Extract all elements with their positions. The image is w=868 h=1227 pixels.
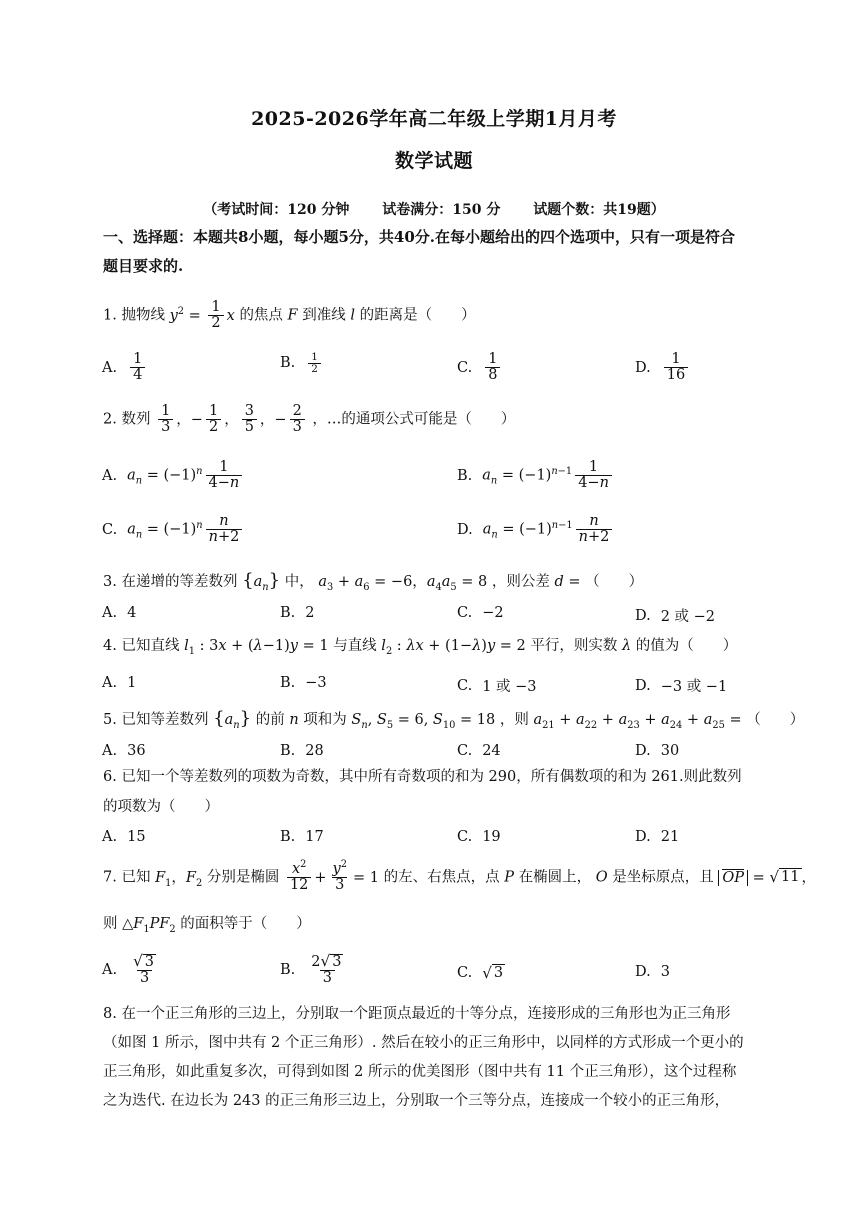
question-7-cont: 则 $\triangle F_1PF_2$ 的面积等于（ ）: [103, 916, 311, 935]
section-heading-cont: 题目要求的.: [103, 257, 184, 275]
q7-option-d: D. 3: [635, 964, 670, 980]
q5-stem-b: 的前: [255, 712, 285, 728]
q4-line2-eq: $l_2$ : λx + (1−λ)y = 2: [381, 638, 526, 657]
question-8-line4: 之为迭代. 在边长为 243 的正三角形三边上，分别取一个三等分点，连接成一个较小的正三角形，: [103, 1093, 730, 1109]
q3-option-c: C. −2: [457, 605, 504, 621]
q2-sequence: $\frac{1}{3}$ ，− $\frac{1}{2}$ ， $\frac{3}{5}$ ，− $\frac{2}{3}$: [155, 412, 308, 428]
q4-option-c: C. 1 或 −3: [457, 677, 537, 695]
q5-conditions: $S_n$, $S_5 = 6$, $S_{10} = 18$: [351, 712, 496, 731]
q5-option-b: B. 28: [280, 743, 324, 759]
exam-count: 试题个数：共19题）: [533, 202, 665, 218]
q7-stem-b: 分别是椭圆: [206, 869, 280, 886]
q3-conditions: $a_3 + a_6 = -6$，$a_4a_5 = 8$: [318, 574, 488, 593]
question-8-line3: 正三角形，如此重复多次，可得到如图 2 所示的优美图形（图中共有 11 个正三角形），这个过程称: [103, 1064, 737, 1080]
q7-option-c: C. √ 3: [457, 964, 504, 982]
q7-line2-a: 则: [103, 916, 118, 932]
q4-option-a: A. 1: [102, 675, 137, 691]
q1-option-a: A. $\frac{1}{4}$: [102, 352, 148, 383]
q7-stem-e: 是坐标原点，且: [612, 869, 714, 886]
q7-stem-d: 在椭圆上，: [518, 869, 592, 886]
q5-option-a: A. 36: [102, 743, 146, 759]
q1-option-b: B. $\frac{1}{2}$: [280, 352, 324, 375]
q6-option-c: C. 19: [457, 829, 501, 845]
q2-option-a: A. $a_n = (-1)^n$ $\frac{1}{4-n}$: [102, 460, 245, 491]
q4-option-b: B. −3: [280, 675, 327, 691]
q3-stem-d: （ ）: [585, 574, 644, 590]
q7-condition: OP = √ 11 ，: [718, 870, 816, 886]
section-heading: 一、选择题：本题共8小题，每小题5分，共40分.在每小题给出的四个选项中，只有一项是符合: [103, 228, 735, 246]
q6-option-b: B. 17: [280, 829, 324, 845]
q3-stem-c: ，则公差: [491, 574, 550, 590]
question-8-line2: （如图 1 所示，图中共有 2 个正三角形）. 然后在较小的正三角形中，以同样的方式形成一个更小的: [103, 1035, 744, 1051]
q5-option-c: C. 24: [457, 743, 501, 759]
q1-stem: 1. 抛物线: [103, 307, 165, 324]
q1-option-c: C. $\frac{1}{8}$: [457, 352, 503, 383]
exam-title: 2025-2026学年高二年级上学期1月月考: [251, 108, 617, 130]
q7-ellipse-eq: $\frac{x^2}{12}$ + $\frac{y^2}{3}$ = 1: [284, 870, 379, 886]
question-6-cont: 的项数为（ ）: [103, 799, 219, 815]
exam-subtitle: 数学试题: [394, 150, 473, 172]
exam-time: （考试时间：120 分钟: [203, 202, 350, 218]
q1-stem-b: 的焦点: [239, 307, 283, 324]
q4-stem: 4. 已知直线: [103, 638, 180, 654]
q3-stem-b: 中，: [284, 574, 314, 590]
question-3: 3. 在递增的等差数列 $\{a_n\}$ 中， $a_3 + a_6 = -6$，$a_4a_5 = 8$ ，则公差 d = （ ）: [103, 570, 644, 593]
q5-stem-c: 项和为: [303, 712, 347, 728]
q2-option-d: D. $a_n = (-1)^{n-1}$ $\frac{n}{n+2}$: [457, 514, 615, 545]
question-5: 5. 已知等差数列 $\{a_n\}$ 的前 n 项和为 $S_n$, $S_5 = 6$, $S_{10} = 18$ ，则 $a_{21} + a_{22} + a_{23} + a_{24} + a_{25}$ = （ ）: [103, 708, 805, 731]
q5-stem: 5. 已知等差数列: [103, 712, 209, 728]
q3-stem: 3. 在递增的等差数列: [103, 574, 238, 590]
q2-stem-b: ，…的通项公式可能是（ ）: [312, 411, 516, 428]
q6-option-d: D. 21: [635, 829, 680, 845]
q4-stem-d: 的值为（ ）: [635, 638, 738, 654]
question-2: [103, 404, 515, 435]
exam-info: [0, 199, 868, 219]
q2-option-b: B. $a_n = (-1)^{n-1}$ $\frac{1}{4-n}$: [457, 460, 615, 491]
q3-option-b: B. 2: [280, 605, 315, 621]
q5-option-d: D. 30: [635, 743, 680, 759]
q3-option-d: D. 2 或 −2: [635, 607, 716, 625]
q4-stem-c: 平行，则实数: [530, 638, 618, 654]
question-1: 1. 抛物线 $y^2$ = $\frac{1}{2}$ x 的焦点 F 到准线 l 的距离是（ ）: [103, 299, 476, 332]
q6-option-a: A. 15: [102, 829, 146, 845]
question-6: 6. 已知一个等差数列的项数为奇数，其中所有奇数项的和为 290，所有偶数项的和为 261.则此数列: [103, 769, 742, 785]
exam-score: 试卷满分：150 分: [382, 202, 501, 218]
q7-option-a: A. √ 3 3: [102, 952, 155, 987]
q7-stem: 7. 已知: [103, 869, 151, 886]
question-7: 7. 已知 $F_1$，$F_2$ 分别是椭圆 $\frac{x^2}{12}$ + $\frac{y^2}{3}$ = 1 的左、右焦点，点 P 在椭圆上， O 是坐标原点，且 OP = √ 11 ，: [103, 859, 816, 894]
q7-option-b: B. 2 √ 3 3: [280, 952, 342, 987]
question-4: 4. 已知直线 $l_1$ : 3x + (λ−1)y = 1 与直线 $l_2$ : λx + (1−λ)y = 2 平行，则实数 λ 的值为（ ）: [103, 638, 738, 657]
q1-equation: $y^2$ = $\frac{1}{2}$ x: [169, 299, 235, 332]
q5-sum-expr: $a_{21} + a_{22} + a_{23} + a_{24} + a_{25}$ =: [533, 712, 742, 731]
q5-stem-d: ，则: [499, 712, 529, 728]
q1-stem-d: 的距离是（ ）: [359, 307, 476, 324]
q2-stem: 2. 数列: [103, 411, 151, 428]
question-8: 8. 在一个正三角形的三边上，分别取一个距顶点最近的十等分点，连接形成的三角形也为正三角形: [103, 1006, 731, 1022]
q1-option-d: D. $\frac{1}{16}$: [635, 352, 691, 383]
q4-stem-b: 与直线: [333, 638, 377, 654]
q5-stem-e: （ ）: [746, 712, 805, 728]
q3-option-a: A. 4: [102, 605, 137, 621]
q1-stem-c: 到准线: [302, 307, 346, 324]
q4-line1-eq: $l_1$ : 3x + (λ−1)y = 1: [184, 638, 329, 657]
q4-option-d: D. −3 或 −1: [635, 677, 728, 695]
q7-stem-c: 的左、右焦点，点: [383, 869, 500, 886]
q2-option-c: C. $a_n = (-1)^n$ $\frac{n}{n+2}$: [102, 514, 245, 545]
q7-line2-b: 的面积等于（ ）: [180, 916, 311, 932]
